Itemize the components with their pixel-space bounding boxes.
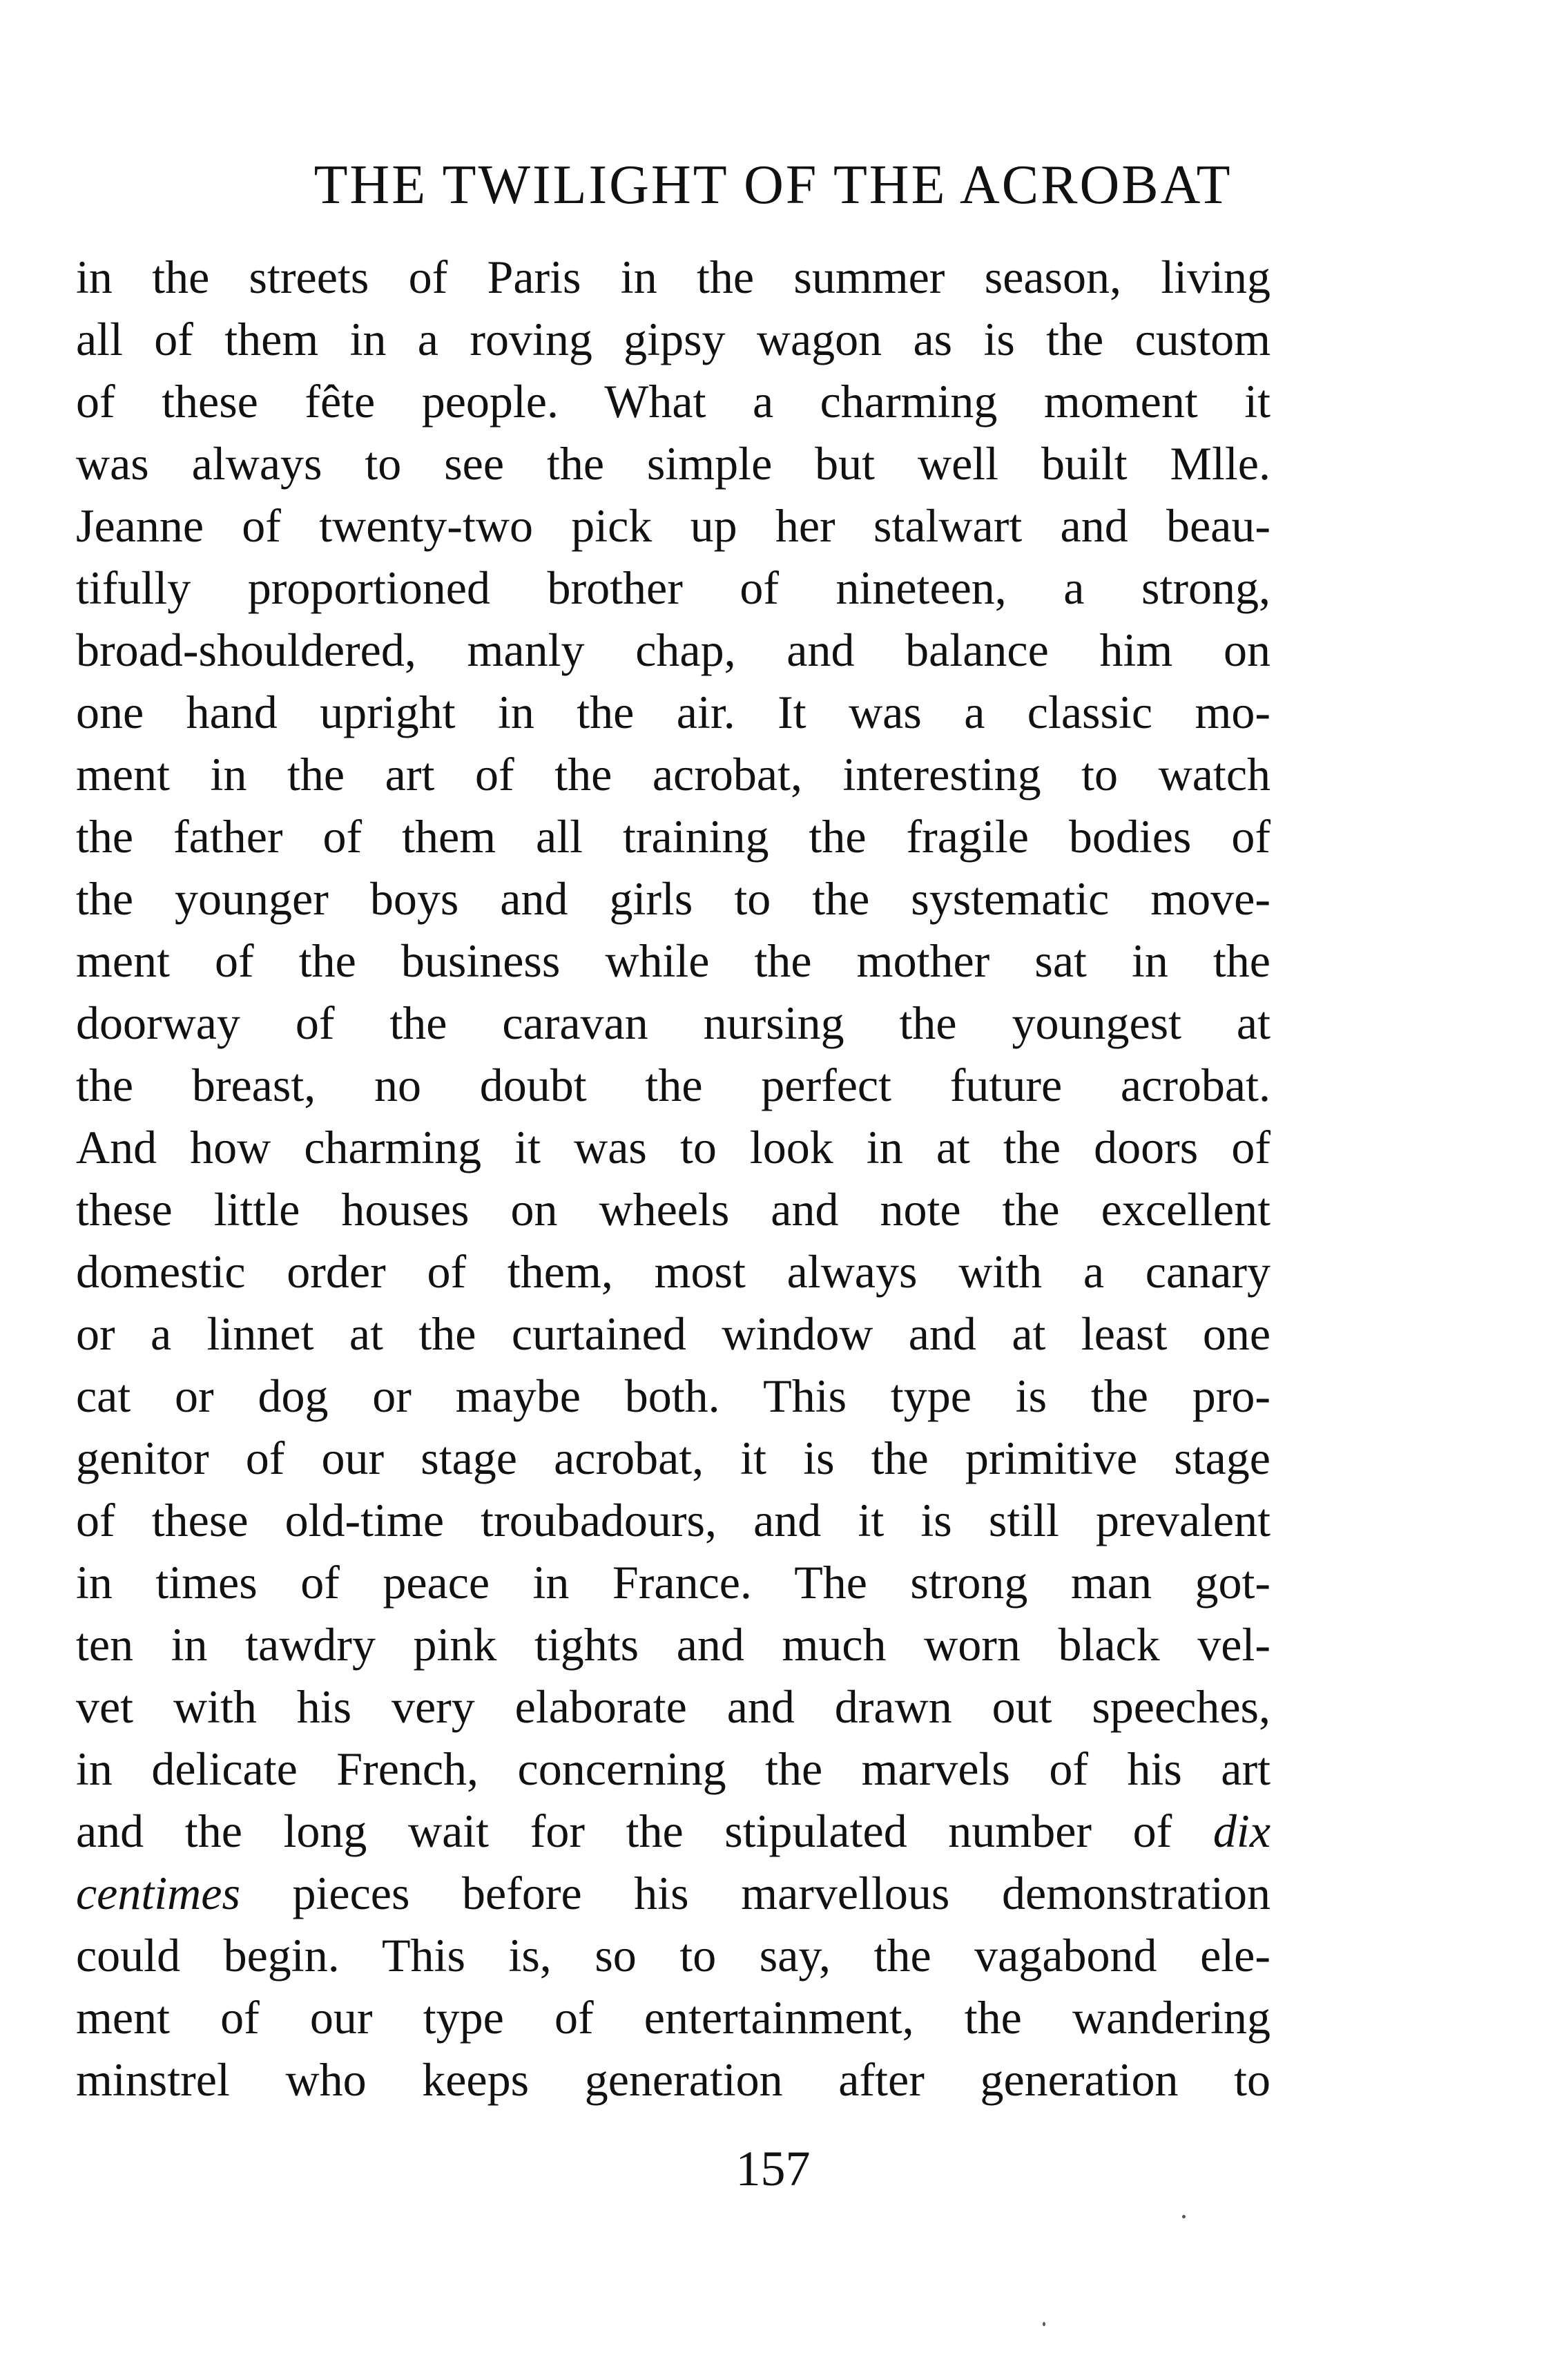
text-line: tifully proportioned brother of nineteen, a strong, [76,562,1270,614]
text-line: could begin. This is, so to say, the vagabond ele- [76,1929,1270,1981]
text-line: minstrel who keeps generation after generation to [76,2053,1270,2106]
italic-word: dix [1212,1805,1270,1857]
text-line: ment of our type of entertainment, the wandering [76,1991,1270,2044]
text-line: broad-shouldered, manly chap, and balance him on [76,624,1270,676]
text-line: And how charming it was to look in at the doors of [76,1121,1270,1173]
text-line: or a linnet at the curtained window and at least one [76,1307,1270,1360]
text-line: centimes pieces before his marvellous demonstration [76,1867,1270,1919]
text-line: in times of peace in France. The strong man got- [76,1556,1270,1609]
text-line: one hand upright in the air. It was a classic mo- [76,686,1270,738]
text-line: the breast, no doubt the perfect future acrobat. [76,1059,1270,1111]
text-line: genitor of our stage acrobat, it is the primitive stage [76,1432,1270,1484]
text-line: Jeanne of twenty-two pick up her stalwart and beau- [76,499,1270,552]
body-text [76,246,1270,2111]
text-line: ten in tawdry pink tights and much worn black vel- [76,1618,1270,1671]
text-line: was always to see the simple but well built Mlle. [76,437,1270,490]
text-line: and the long wait for the stipulated number of dix [76,1805,1270,1857]
page-number: 157 [735,2141,811,2196]
italic-word: centimes [76,1867,240,1919]
text-line: of these old-time troubadours, and it is still prevalent [76,1494,1270,1546]
text-line: in the streets of Paris in the summer season, living [76,251,1270,303]
running-head: THE TWILIGHT OF THE ACROBAT [313,155,1233,215]
text-line: domestic order of them, most always with a canary [76,1245,1270,1298]
text-line: ment of the business while the mother sat in the [76,934,1270,987]
text-line: in delicate French, concerning the marvels of his art [76,1743,1270,1795]
text-line: these little houses on wheels and note the excellent [76,1183,1270,1236]
text-line: vet with his very elaborate and drawn out speeches, [76,1680,1270,1733]
print-speck [1182,2215,1186,2218]
text-line: the father of them all training the fragile bodies of [76,810,1270,863]
text-line: cat or dog or maybe both. This type is the pro- [76,1370,1270,1422]
text-line: of these fête people. What a charming moment it [76,375,1270,428]
text-line: all of them in a roving gipsy wagon as is the custom [76,313,1270,365]
text-line: the younger boys and girls to the systematic move- [76,872,1270,925]
print-speck [1043,2322,1045,2326]
text-line: ment in the art of the acrobat, interesting to watch [76,748,1270,800]
text-line: doorway of the caravan nursing the youngest at [76,997,1270,1049]
